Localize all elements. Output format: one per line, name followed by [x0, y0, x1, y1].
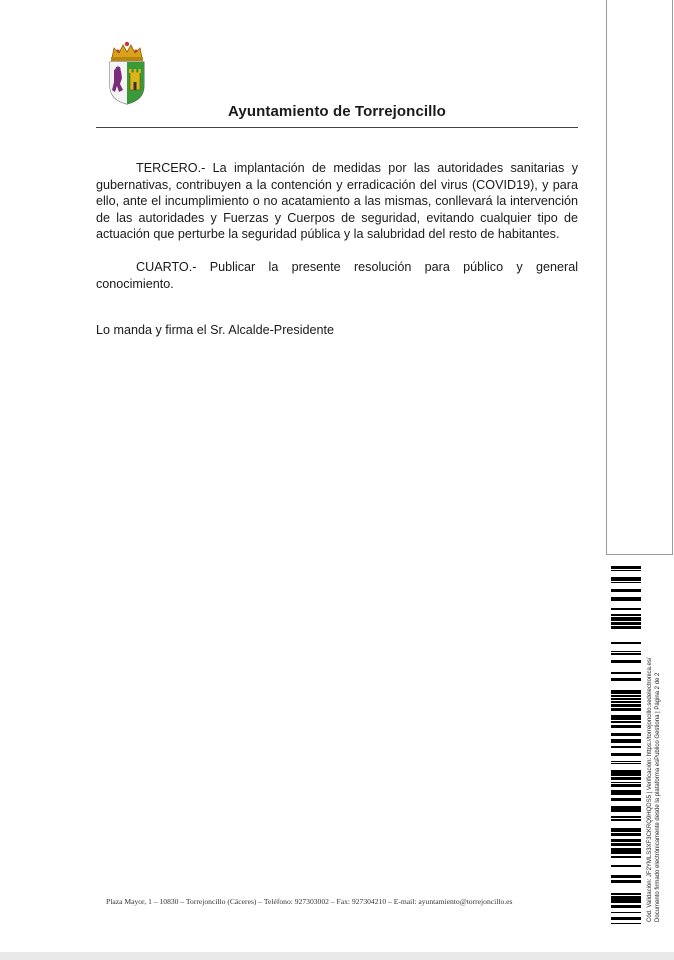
verification-line-1: Cód. Validación: JF2YMLS3XF3CKRQ9HQDS5 | Verificación: https://torrejoncillo.sedelectronica.es/ — [647, 657, 653, 922]
page-edge — [0, 952, 674, 960]
header-divider — [96, 127, 578, 128]
signature-line: Lo manda y firma el Sr. Alcalde-Presidente — [96, 323, 335, 337]
footer-address: Plaza Mayor, 1 – 10830 – Torrejoncillo (Cáceres) – Teléfono: 927303002 – Fax: 927304210 – E-mail: ayuntamiento@torrejoncillo.es — [106, 897, 513, 906]
coat-of-arms-icon — [106, 40, 148, 106]
verification-line-2: Documento firmado electrónicamente desde la plataforma esPublico Gestiona | Página 2 de 2 — [655, 672, 661, 922]
page-title: Ayuntamiento de Torrejoncillo — [228, 103, 446, 120]
paragraph-cuarto: CUARTO.- Publicar la presente resolución para público y general conocimiento. — [96, 260, 578, 291]
verification-text — [646, 657, 662, 922]
barcode-icon — [611, 566, 641, 924]
paragraph-tercero: TERCERO.- La implantación de medidas por las autoridades sanitarias y gubernativas, contribuyen a la contención y erradicación del virus (COVID19), y para ello, ante el incumplimiento o no acatamiento a las mismas, conllevará la intervención de las autoridades y Fuerzas y Cuerpos de seguridad, evitando cualquier tipo de actuación que perturbe la seguridad pública y la salubridad del resto de habitantes. — [96, 161, 578, 242]
signature-box — [606, 0, 673, 555]
